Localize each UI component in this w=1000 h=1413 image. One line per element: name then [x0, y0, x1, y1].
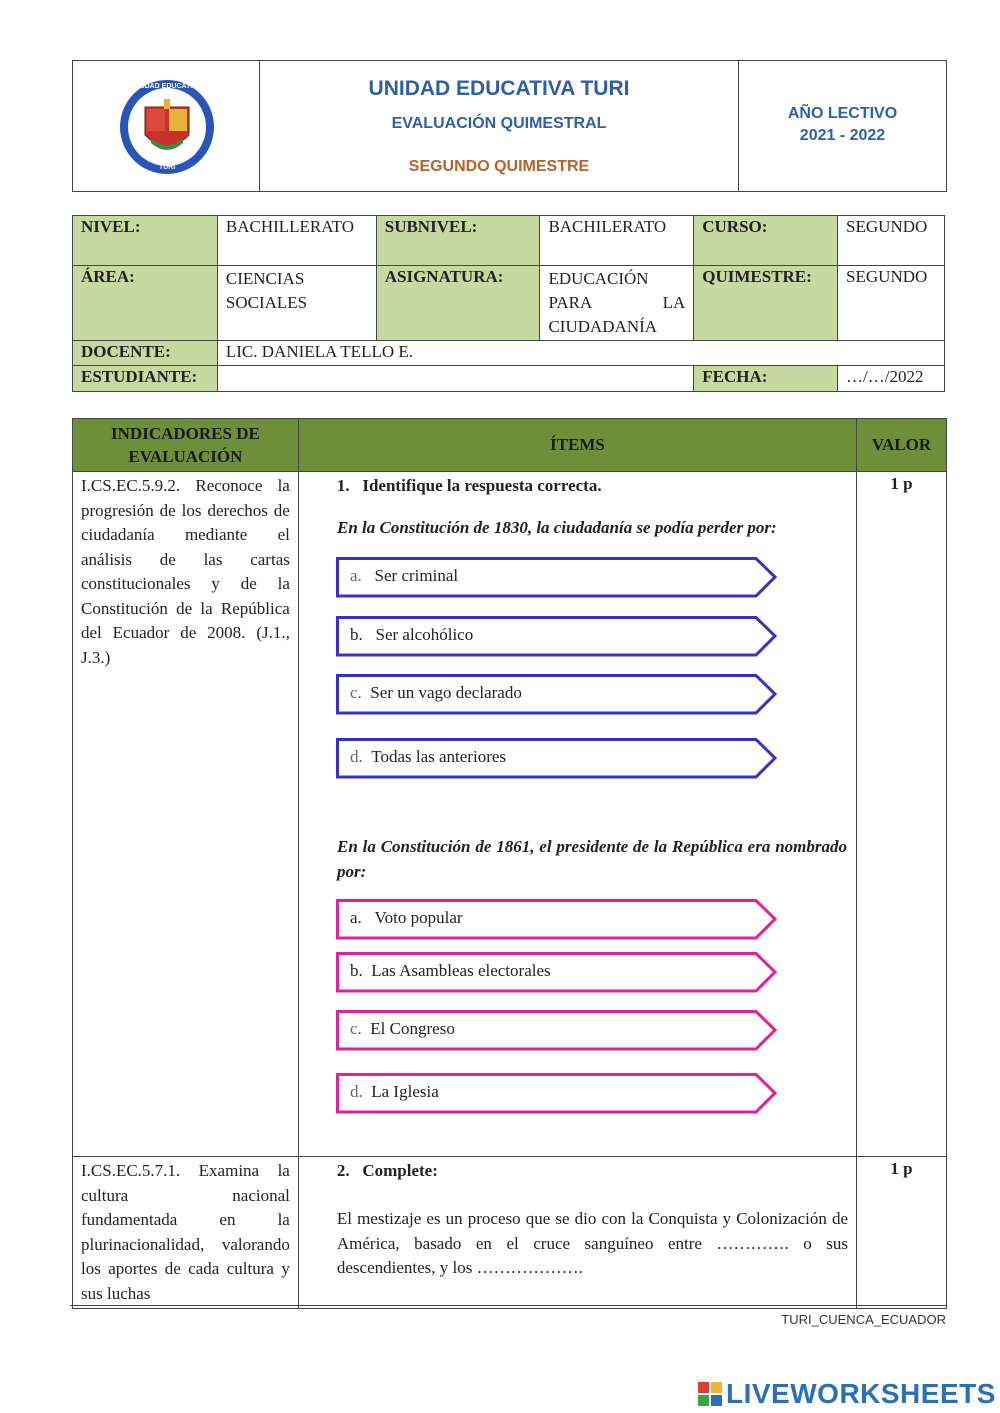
subnivel-label: SUBNIVEL:	[376, 216, 540, 266]
asignatura-value	[540, 266, 694, 341]
q2-title: Complete:	[362, 1161, 438, 1180]
option-a1[interactable]	[336, 557, 776, 597]
q1-heading	[337, 474, 848, 498]
option-b2[interactable]	[336, 952, 776, 992]
docente-label: DOCENTE:	[73, 341, 218, 366]
year-cell	[738, 61, 946, 191]
option-a4-label	[350, 747, 506, 767]
asignatura-line-1: EDUCACIÓN	[548, 269, 649, 288]
option-a3-text: Ser un vago declarado	[370, 683, 522, 702]
fecha-value: …/…/2022	[838, 366, 945, 392]
logo-cell	[73, 61, 260, 191]
curso-value: SEGUNDO	[838, 216, 945, 266]
value-header: VALOR	[857, 419, 947, 472]
year-value: 2021 - 2022	[799, 127, 886, 144]
asignatura-word-la: LA	[662, 293, 686, 312]
term-title: SEGUNDO QUIMESTRE	[408, 158, 590, 175]
option-a4-text: Todas las anteriores	[371, 747, 507, 766]
estudiante-field[interactable]	[217, 366, 693, 392]
quimestre-label: QUIMESTRE:	[694, 266, 838, 341]
asignatura-line-2	[548, 291, 685, 315]
option-a1-label	[350, 566, 458, 586]
quimestre-value: SEGUNDO	[838, 266, 945, 341]
option-b2-letter: b.	[350, 961, 363, 980]
option-a2-label	[350, 625, 473, 645]
option-b2-label	[350, 961, 551, 981]
option-b4[interactable]	[336, 1073, 776, 1113]
asignatura-word-para: PARA	[548, 293, 593, 312]
q2-heading	[337, 1159, 848, 1183]
liveworksheets-icon	[698, 1382, 722, 1406]
docente-value: LIC. DANIELA TELLO E.	[217, 341, 944, 366]
q1-prompt-b: En la Constitución de 1861, el presidente de la República era nombrado por:	[337, 837, 847, 881]
option-b4-label	[350, 1082, 439, 1102]
q2-value: 1 p	[857, 1157, 947, 1309]
option-b4-letter: d.	[350, 1082, 363, 1101]
asignatura-line-3: CIUDADANÍA	[548, 317, 658, 336]
indicators-header: INDICADORES DE EVALUACIÓN	[73, 419, 299, 472]
subnivel-value: BACHILERATO	[540, 216, 694, 266]
nivel-value: BACHILLERATO	[217, 216, 376, 266]
logo-text-bottom: TURI	[158, 164, 176, 171]
option-a2-text: Ser alcohólico	[375, 625, 474, 644]
option-b3-letter: c.	[350, 1019, 362, 1038]
option-b2-text: Las Asambleas electorales	[371, 961, 551, 980]
q2-text: El mestizaje es un proceso que se dio con la Conquista y Colonización de América, basado en el cruce sanguíneo entre …………. o sus descendientes, y los ……………….	[336, 1209, 849, 1277]
option-a1-text: Ser criminal	[374, 566, 459, 585]
option-a4[interactable]	[336, 738, 776, 778]
nivel-label: NIVEL:	[73, 216, 218, 266]
option-b4-text: La Iglesia	[371, 1082, 439, 1101]
option-a2-letter: b.	[350, 625, 363, 644]
q1-title: Identifique la respuesta correcta.	[362, 476, 602, 495]
items-q2-cell	[298, 1157, 856, 1309]
option-b1[interactable]	[336, 899, 776, 939]
option-b3[interactable]	[336, 1010, 776, 1050]
asignatura-label: ASIGNATURA:	[376, 266, 540, 341]
option-b1-text: Voto popular	[374, 908, 463, 927]
indicator-q1: I.CS.EC.5.9.2. Reconoce la progresión de los derechos de ciudadanía mediante el análisis de las cartas constitucionales y de la Constitución de la República del Ecuador de 2008. (J.1., J.3.)	[73, 472, 299, 1157]
area-line-2: SOCIALES	[225, 293, 308, 312]
exam-title: EVALUACIÓN QUIMESTRAL	[391, 115, 607, 132]
document-header	[72, 60, 947, 192]
curso-label: CURSO:	[694, 216, 838, 266]
q2-number: 2.	[336, 1161, 350, 1180]
option-a3-label	[350, 683, 522, 703]
items-header: ÍTEMS	[298, 419, 856, 472]
option-a1-letter: a.	[350, 566, 362, 585]
footer-rule	[70, 1305, 947, 1306]
option-b1-letter: a.	[350, 908, 362, 927]
area-line-1: CIENCIAS	[225, 269, 305, 288]
liveworksheets-watermark: LIVEWORKSHEETS	[726, 1378, 996, 1409]
school-logo	[117, 77, 217, 177]
school-name: UNIDAD EDUCATIVA TURI	[368, 77, 630, 100]
area-value	[217, 266, 376, 341]
option-b3-label	[350, 1019, 455, 1039]
info-table	[72, 215, 945, 392]
q1-prompt-a: En la Constitución de 1830, la ciudadanía se podía perder por:	[337, 518, 777, 537]
q1-number: 1.	[336, 476, 350, 495]
estudiante-label: ESTUDIANTE:	[73, 366, 218, 392]
option-b1-label	[350, 908, 463, 928]
year-label: AÑO LECTIVO	[787, 105, 898, 122]
option-a3-letter: c.	[350, 683, 362, 702]
logo-text-top: UNIDAD EDUCATIVA	[132, 83, 202, 90]
option-a4-letter: d.	[350, 747, 363, 766]
option-b3-text: El Congreso	[370, 1019, 455, 1038]
area-label: ÁREA:	[73, 266, 218, 341]
fecha-label: FECHA:	[694, 366, 838, 392]
q1-value: 1 p	[857, 472, 947, 1157]
indicator-q2: I.CS.EC.5.7.1. Examina la cultura nacional fundamentada en la plurinacionalidad, valorando los aportes de cada cultura y sus luchas	[73, 1157, 299, 1309]
option-a3[interactable]	[336, 674, 776, 714]
option-a2[interactable]	[336, 616, 776, 656]
footer-text: TURI_CUENCA_ECUADOR	[781, 1312, 946, 1327]
